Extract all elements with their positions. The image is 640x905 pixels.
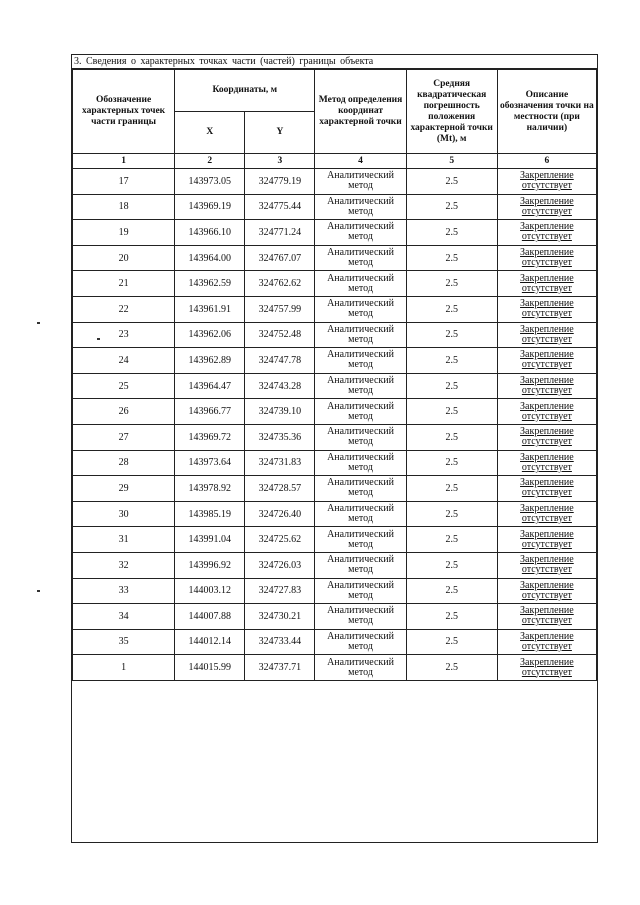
fixation-cell [497, 399, 596, 425]
column-number: 5 [406, 154, 497, 169]
error-cell: 2.5 [406, 424, 497, 450]
table-row [73, 399, 597, 425]
column-number: 6 [497, 154, 596, 169]
method-cell: Аналитический метод [315, 169, 406, 195]
fixation-cell [497, 169, 596, 195]
method-cell: Аналитический метод [315, 527, 406, 553]
x-coordinate: 144012.14 [175, 629, 245, 655]
x-coordinate: 144015.99 [175, 655, 245, 681]
method-cell: Аналитический метод [315, 578, 406, 604]
fixation-text: Закрепление отсутствует [520, 221, 574, 243]
point-label: 26 [73, 399, 175, 425]
error-cell: 2.5 [406, 476, 497, 502]
x-coordinate: 144003.12 [175, 578, 245, 604]
scan-mark [97, 338, 100, 340]
x-coordinate: 143973.64 [175, 450, 245, 476]
point-label: 25 [73, 373, 175, 399]
fixation-cell [497, 476, 596, 502]
method-cell: Аналитический метод [315, 373, 406, 399]
boundary-points-table [72, 69, 597, 681]
error-cell: 2.5 [406, 399, 497, 425]
point-label: 1 [73, 655, 175, 681]
fixation-text: Закрепление отсутствует [520, 298, 574, 320]
point-label: 28 [73, 450, 175, 476]
y-coordinate: 324733.44 [245, 629, 315, 655]
fixation-text: Закрепление отсутствует [520, 375, 574, 397]
point-label: 23 [73, 322, 175, 348]
error-cell: 2.5 [406, 373, 497, 399]
fixation-cell [497, 629, 596, 655]
x-coordinate: 144007.88 [175, 604, 245, 630]
x-coordinate: 143961.91 [175, 296, 245, 322]
error-cell: 2.5 [406, 552, 497, 578]
y-coordinate: 324725.62 [245, 527, 315, 553]
error-cell: 2.5 [406, 220, 497, 246]
x-coordinate: 143978.92 [175, 476, 245, 502]
y-coordinate: 324728.57 [245, 476, 315, 502]
method-cell: Аналитический метод [315, 194, 406, 220]
fixation-text: Закрепление отсутствует [520, 579, 574, 601]
column-number: 1 [73, 154, 175, 169]
fixation-cell [497, 322, 596, 348]
x-coordinate: 143962.59 [175, 271, 245, 297]
fixation-cell [497, 194, 596, 220]
scan-mark [37, 322, 40, 324]
table-row [73, 271, 597, 297]
table-row [73, 373, 597, 399]
error-cell: 2.5 [406, 450, 497, 476]
y-coordinate: 324767.07 [245, 245, 315, 271]
y-coordinate: 324762.62 [245, 271, 315, 297]
fixation-cell [497, 501, 596, 527]
method-cell: Аналитический метод [315, 476, 406, 502]
table-row [73, 194, 597, 220]
table-row [73, 450, 597, 476]
point-label: 20 [73, 245, 175, 271]
point-label: 29 [73, 476, 175, 502]
y-coordinate: 324726.03 [245, 552, 315, 578]
table-row [73, 220, 597, 246]
fixation-text: Закрепление отсутствует [520, 451, 574, 473]
fixation-cell [497, 348, 596, 374]
y-coordinate: 324735.36 [245, 424, 315, 450]
y-coordinate: 324727.83 [245, 578, 315, 604]
fixation-cell [497, 271, 596, 297]
table-row [73, 552, 597, 578]
x-coordinate: 143969.19 [175, 194, 245, 220]
header-designation: Обозначение характерных точек части границы [73, 70, 175, 154]
column-number: 3 [245, 154, 315, 169]
fixation-text: Закрепление отсутствует [520, 323, 574, 345]
point-label: 31 [73, 527, 175, 553]
fixation-text: Закрепление отсутствует [520, 349, 574, 371]
y-coordinate: 324771.24 [245, 220, 315, 246]
point-label: 24 [73, 348, 175, 374]
x-coordinate: 143966.10 [175, 220, 245, 246]
x-coordinate: 143973.05 [175, 169, 245, 195]
error-cell: 2.5 [406, 527, 497, 553]
point-label: 19 [73, 220, 175, 246]
header-error: Средняя квадратическая погрешность положения характерной точки (Mt), м [406, 70, 497, 154]
method-cell: Аналитический метод [315, 501, 406, 527]
table-row [73, 296, 597, 322]
header-coordinates: Координаты, м [175, 70, 315, 112]
fixation-text: Закрепление отсутствует [520, 170, 574, 192]
method-cell: Аналитический метод [315, 245, 406, 271]
column-number-row [73, 154, 597, 169]
section-title: 3. Сведения о характерных точках части (частей) границы объекта [72, 55, 597, 69]
fixation-cell [497, 220, 596, 246]
fixation-text: Закрепление отсутствует [520, 656, 574, 678]
document-frame [71, 54, 598, 843]
table-row [73, 424, 597, 450]
error-cell: 2.5 [406, 194, 497, 220]
x-coordinate: 143964.47 [175, 373, 245, 399]
fixation-text: Закрепление отсутствует [520, 503, 574, 525]
point-label: 32 [73, 552, 175, 578]
x-coordinate: 143996.92 [175, 552, 245, 578]
fixation-cell [497, 527, 596, 553]
method-cell: Аналитический метод [315, 322, 406, 348]
y-coordinate: 324743.28 [245, 373, 315, 399]
method-cell: Аналитический метод [315, 271, 406, 297]
y-coordinate: 324757.99 [245, 296, 315, 322]
y-coordinate: 324726.40 [245, 501, 315, 527]
y-coordinate: 324730.21 [245, 604, 315, 630]
table-row [73, 501, 597, 527]
fixation-text: Закрепление отсутствует [520, 605, 574, 627]
y-coordinate: 324775.44 [245, 194, 315, 220]
y-coordinate: 324739.10 [245, 399, 315, 425]
fixation-text: Закрепление отсутствует [520, 554, 574, 576]
table-row [73, 322, 597, 348]
point-label: 21 [73, 271, 175, 297]
fixation-text: Закрепление отсутствует [520, 247, 574, 269]
error-cell: 2.5 [406, 296, 497, 322]
point-label: 35 [73, 629, 175, 655]
fixation-text: Закрепление отсутствует [520, 528, 574, 550]
table-row [73, 348, 597, 374]
table-row [73, 629, 597, 655]
x-coordinate: 143964.00 [175, 245, 245, 271]
x-coordinate: 143962.89 [175, 348, 245, 374]
y-coordinate: 324752.48 [245, 322, 315, 348]
method-cell: Аналитический метод [315, 604, 406, 630]
error-cell: 2.5 [406, 501, 497, 527]
error-cell: 2.5 [406, 629, 497, 655]
method-cell: Аналитический метод [315, 552, 406, 578]
x-coordinate: 143962.06 [175, 322, 245, 348]
error-cell: 2.5 [406, 271, 497, 297]
y-coordinate: 324747.78 [245, 348, 315, 374]
method-cell: Аналитический метод [315, 424, 406, 450]
error-cell: 2.5 [406, 322, 497, 348]
column-number: 4 [315, 154, 406, 169]
fixation-cell [497, 450, 596, 476]
error-cell: 2.5 [406, 169, 497, 195]
points-body [73, 169, 597, 681]
y-coordinate: 324779.19 [245, 169, 315, 195]
fixation-cell [497, 655, 596, 681]
fixation-text: Закрепление отсутствует [520, 195, 574, 217]
x-coordinate: 143969.72 [175, 424, 245, 450]
table-row [73, 655, 597, 681]
point-label: 18 [73, 194, 175, 220]
point-label: 27 [73, 424, 175, 450]
point-label: 33 [73, 578, 175, 604]
column-number: 2 [175, 154, 245, 169]
fixation-cell [497, 604, 596, 630]
y-coordinate: 324737.71 [245, 655, 315, 681]
header-method: Метод определения координат характерной точки [315, 70, 406, 154]
error-cell: 2.5 [406, 245, 497, 271]
error-cell: 2.5 [406, 578, 497, 604]
method-cell: Аналитический метод [315, 399, 406, 425]
point-label: 34 [73, 604, 175, 630]
error-cell: 2.5 [406, 348, 497, 374]
point-label: 17 [73, 169, 175, 195]
fixation-cell [497, 245, 596, 271]
method-cell: Аналитический метод [315, 348, 406, 374]
header-y: Y [245, 112, 315, 154]
fixation-cell [497, 296, 596, 322]
point-label: 22 [73, 296, 175, 322]
method-cell: Аналитический метод [315, 450, 406, 476]
y-coordinate: 324731.83 [245, 450, 315, 476]
x-coordinate: 143985.19 [175, 501, 245, 527]
error-cell: 2.5 [406, 655, 497, 681]
fixation-text: Закрепление отсутствует [520, 426, 574, 448]
fixation-text: Закрепление отсутствует [520, 630, 574, 652]
fixation-text: Закрепление отсутствует [520, 272, 574, 294]
table-row [73, 527, 597, 553]
fixation-cell [497, 552, 596, 578]
scan-mark [37, 590, 40, 592]
fixation-text: Закрепление отсутствует [520, 400, 574, 422]
header-x: X [175, 112, 245, 154]
table-row [73, 604, 597, 630]
method-cell: Аналитический метод [315, 220, 406, 246]
table-row [73, 476, 597, 502]
fixation-text: Закрепление отсутствует [520, 477, 574, 499]
table-row [73, 578, 597, 604]
x-coordinate: 143966.77 [175, 399, 245, 425]
x-coordinate: 143991.04 [175, 527, 245, 553]
header-description: Описание обозначения точки на местности (при наличии) [497, 70, 596, 154]
fixation-cell [497, 578, 596, 604]
method-cell: Аналитический метод [315, 655, 406, 681]
error-cell: 2.5 [406, 604, 497, 630]
table-row [73, 169, 597, 195]
fixation-cell [497, 373, 596, 399]
method-cell: Аналитический метод [315, 629, 406, 655]
point-label: 30 [73, 501, 175, 527]
fixation-cell [497, 424, 596, 450]
method-cell: Аналитический метод [315, 296, 406, 322]
table-row [73, 245, 597, 271]
